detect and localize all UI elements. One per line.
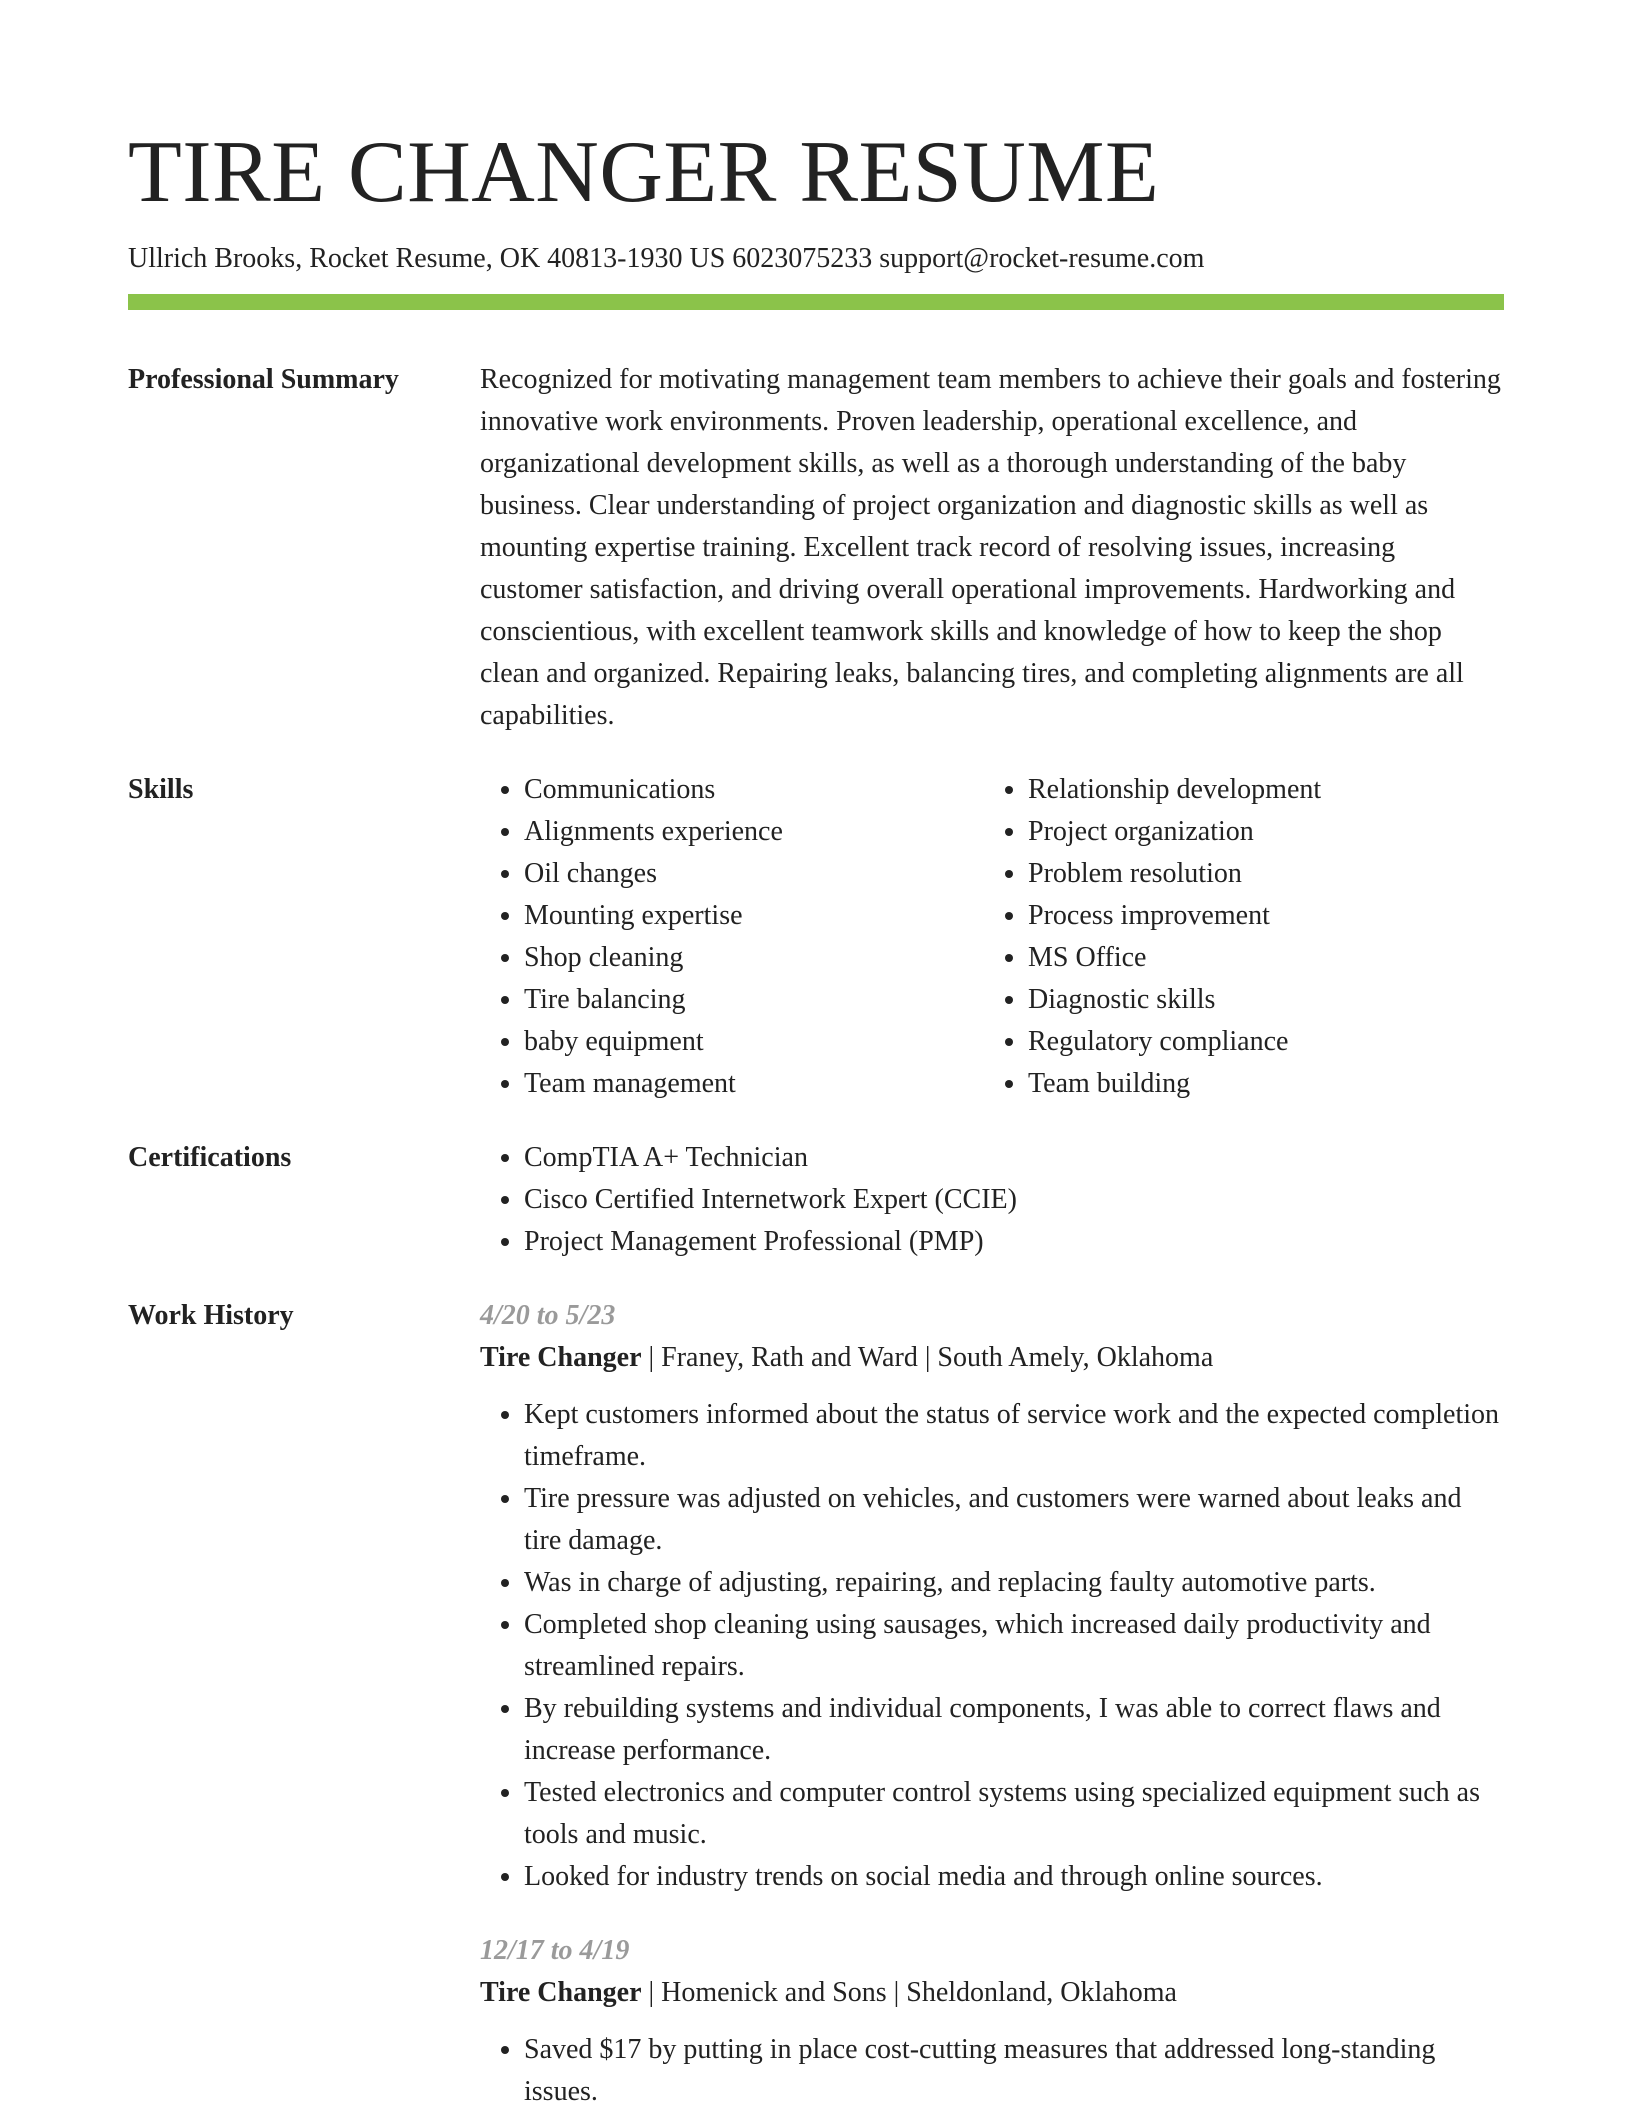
professional-summary-section [128, 359, 1504, 737]
skill-item: • MS Office [1028, 937, 1488, 979]
section-label-summary: Professional Summary [128, 364, 399, 395]
certification-item: • Cisco Certified Internetwork Expert (CCIE) [524, 1179, 1504, 1221]
skill-item: • Alignments experience [524, 811, 984, 853]
job-bullets [480, 2029, 1504, 2113]
job-bullet: • By rebuilding systems and individual components, I was able to correct flaws and increase performance. [524, 1688, 1504, 1772]
job-details: | Franey, Rath and Ward | South Amely, Oklahoma [641, 1342, 1214, 1373]
job-bullet: • Saved $17 by putting in place cost-cutting measures that addressed long-standing issues. [524, 2029, 1504, 2113]
skills-section [128, 769, 1504, 1105]
certification-item: • CompTIA A+ Technician [524, 1137, 1504, 1179]
work-history-list [480, 1295, 1504, 2113]
job-entry [480, 1295, 1504, 1898]
job-title-line [480, 1972, 1504, 2014]
skill-item: • baby equipment [524, 1021, 984, 1063]
job-title: Tire Changer [480, 1977, 642, 2008]
job-bullet: • Was in charge of adjusting, repairing, and replacing faulty automotive parts. [524, 1562, 1504, 1604]
certifications-list [480, 1137, 1504, 1263]
skill-item: • Project organization [1028, 811, 1488, 853]
skill-item: • Shop cleaning [524, 937, 984, 979]
skill-item: • Diagnostic skills [1028, 979, 1488, 1021]
job-dates: 4/20 to 5/23 [480, 1300, 616, 1331]
header-divider [128, 294, 1504, 310]
skill-item: • Process improvement [1028, 895, 1488, 937]
skill-item: • Regulatory compliance [1028, 1021, 1488, 1063]
skills-column-right [984, 769, 1488, 1105]
skill-item: • Mounting expertise [524, 895, 984, 937]
job-bullets [480, 1394, 1504, 1898]
job-bullet: • Kept customers informed about the status of service work and the expected completion timeframe. [524, 1394, 1504, 1478]
certifications-section [128, 1137, 1504, 1263]
skill-item: • Tire balancing [524, 979, 984, 1021]
skills-column-left [480, 769, 984, 1105]
contact-line: Ullrich Brooks, Rocket Resume, OK 40813-1930 US 6023075233 support@rocket-resume.com [128, 243, 1205, 274]
resume-title: TIRE CHANGER RESUME [128, 124, 1160, 221]
section-label-certifications: Certifications [128, 1142, 292, 1173]
work-history-section [128, 1295, 1504, 2113]
skill-item: • Oil changes [524, 853, 984, 895]
job-details: | Homenick and Sons | Sheldonland, Oklahoma [641, 1977, 1177, 2008]
skill-item: • Team management [524, 1063, 984, 1105]
certification-item: • Project Management Professional (PMP) [524, 1221, 1504, 1263]
section-label-skills: Skills [128, 774, 194, 805]
job-bullet: • Tested electronics and computer control systems using specialized equipment such as tools and music. [524, 1772, 1504, 1856]
skill-item: • Team building [1028, 1063, 1488, 1105]
job-entry [480, 1930, 1504, 2113]
job-bullet: • Completed shop cleaning using sausages, which increased daily productivity and streamlined repairs. [524, 1604, 1504, 1688]
summary-text: Recognized for motivating management team members to achieve their goals and fostering innovative work environments. Proven leadership, operational excellence, and organizational development skills, as well as a thorough understanding of the baby business. Clear understanding of project organization and diagnostic skills as well as mounting expertise training. Excellent track record of resolving issues, increasing customer satisfaction, and driving overall operational improvements. Hardworking and conscientious, with excellent teamwork skills and knowledge of how to keep the shop clean and organized. Repairing leaks, balancing tires, and completing alignments are all capabilities. [480, 364, 1501, 731]
skill-item: • Problem resolution [1028, 853, 1488, 895]
skill-item: • Relationship development [1028, 769, 1488, 811]
job-bullet: • Tire pressure was adjusted on vehicles, and customers were warned about leaks and tire damage. [524, 1478, 1504, 1562]
job-title-line [480, 1337, 1504, 1379]
job-bullet: • Looked for industry trends on social media and through online sources. [524, 1856, 1504, 1898]
job-dates: 12/17 to 4/19 [480, 1935, 630, 1966]
skills-grid [480, 769, 1504, 1105]
job-title: Tire Changer [480, 1342, 642, 1373]
skill-item: • Communications [524, 769, 984, 811]
section-label-work-history: Work History [128, 1300, 294, 1331]
resume-page [128, 0, 1504, 2113]
